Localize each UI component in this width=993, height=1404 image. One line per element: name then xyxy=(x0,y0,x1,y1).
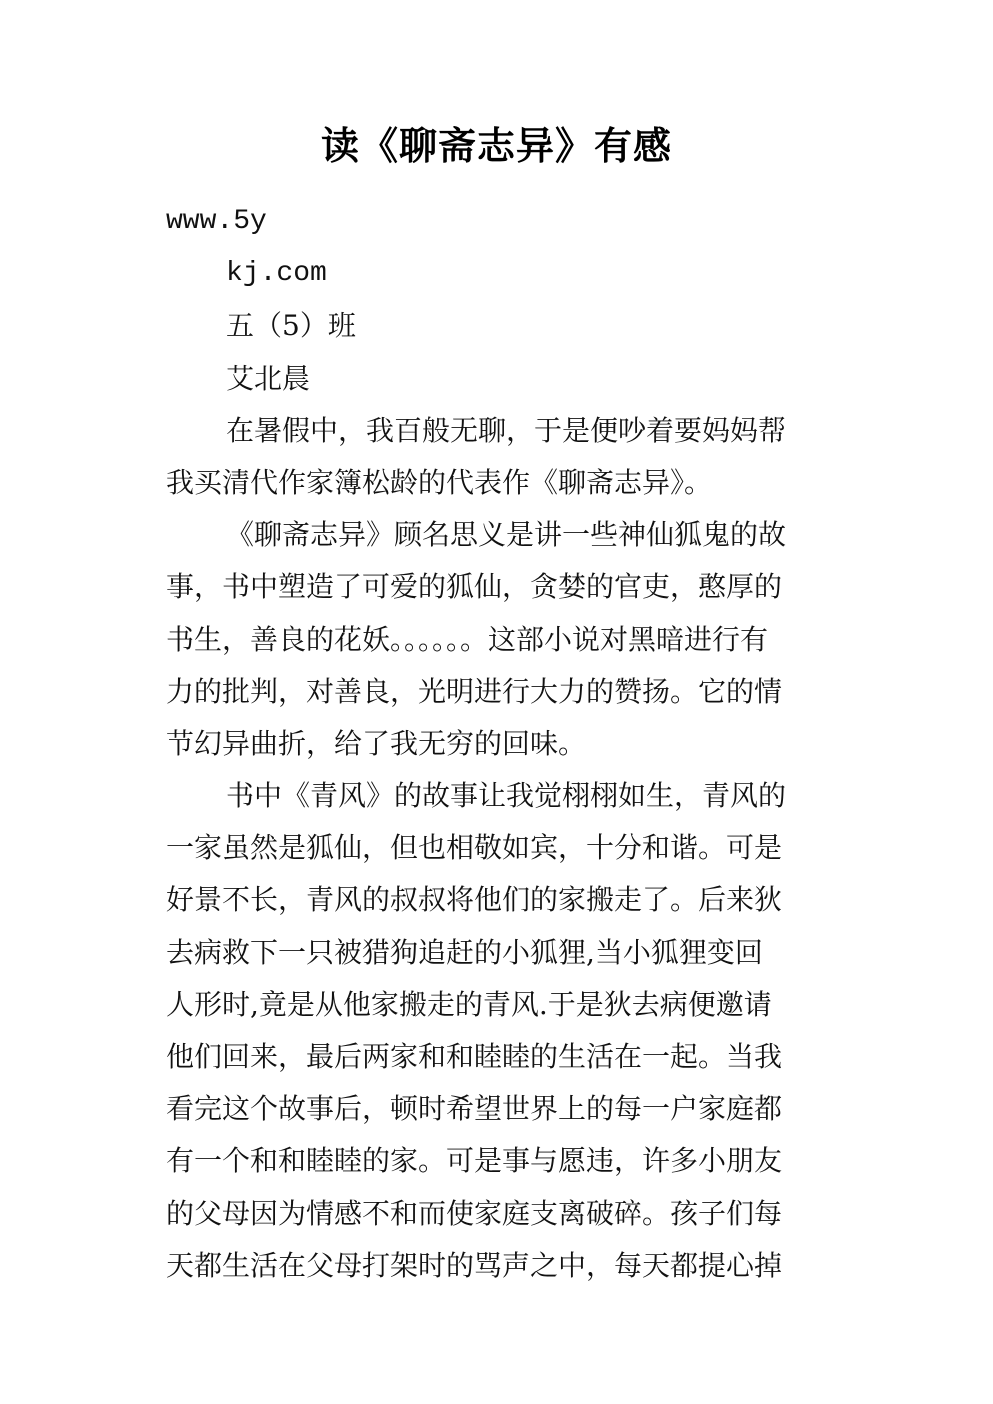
paragraph-2-line: 力的批判，对善良，光明进行大力的赞扬。它的情 xyxy=(166,674,783,708)
paragraph-3-line: 一家虽然是狐仙，但也相敬如宾，十分和谐。可是 xyxy=(166,831,783,865)
paragraph-3-line: 天都生活在父母打架时的骂声之中，每天都提心掉 xyxy=(166,1248,783,1282)
paragraph-2-line: 事，书中塑造了可爱的狐仙，贪婪的官吏，憨厚的 xyxy=(166,570,783,604)
author-name: 艾北晨 xyxy=(226,361,311,395)
paragraph-3-line: 有一个和和睦睦的家。可是事与愿违，许多小朋友 xyxy=(166,1144,783,1178)
paragraph-3-line: 看完这个故事后，顿时希望世界上的每一户家庭都 xyxy=(166,1092,783,1126)
paragraph-3-line: 好景不长，青风的叔叔将他们的家搬走了。后来狄 xyxy=(166,883,783,917)
paragraph-2-line: 节幻异曲折，给了我无穷的回味。 xyxy=(166,726,587,760)
paragraph-3-line: 他们回来，最后两家和和睦睦的生活在一起。当我 xyxy=(166,1040,783,1073)
paragraph-3-line: 书中《青风》的故事让我觉栩栩如生，青风的 xyxy=(226,779,787,813)
source-url-part-1: www.5y xyxy=(166,206,267,237)
class-label: 五（5）班 xyxy=(226,309,356,343)
document-title: 读《聊斋志异》有感 xyxy=(320,124,672,168)
paragraph-2-line: 书生，善良的花妖。。。。。。这部小说对黑暗进行有 xyxy=(166,622,769,656)
paragraph-3-line: 的父母因为情感不和而使家庭支离破碎。孩子们每 xyxy=(166,1196,783,1230)
paragraph-3-line: 去病救下一只被猎狗追赶的小狐狸,当小狐狸变回 xyxy=(166,935,763,969)
paragraph-3-line: 人形时,竟是从他家搬走的青风.于是狄去病便邀请 xyxy=(166,987,772,1021)
document-body xyxy=(166,196,828,1292)
paragraph-2-line: 《聊斋志异》顾名思义是讲一些神仙狐鬼的故 xyxy=(226,518,787,552)
source-url-part-2: kj.com xyxy=(226,258,327,290)
paragraph-1-line: 我买清代作家簿松龄的代表作《聊斋志异》。 xyxy=(166,465,713,499)
paragraph-1-line: 在暑假中，我百般无聊，于是便吵着要妈妈帮 xyxy=(226,413,787,447)
